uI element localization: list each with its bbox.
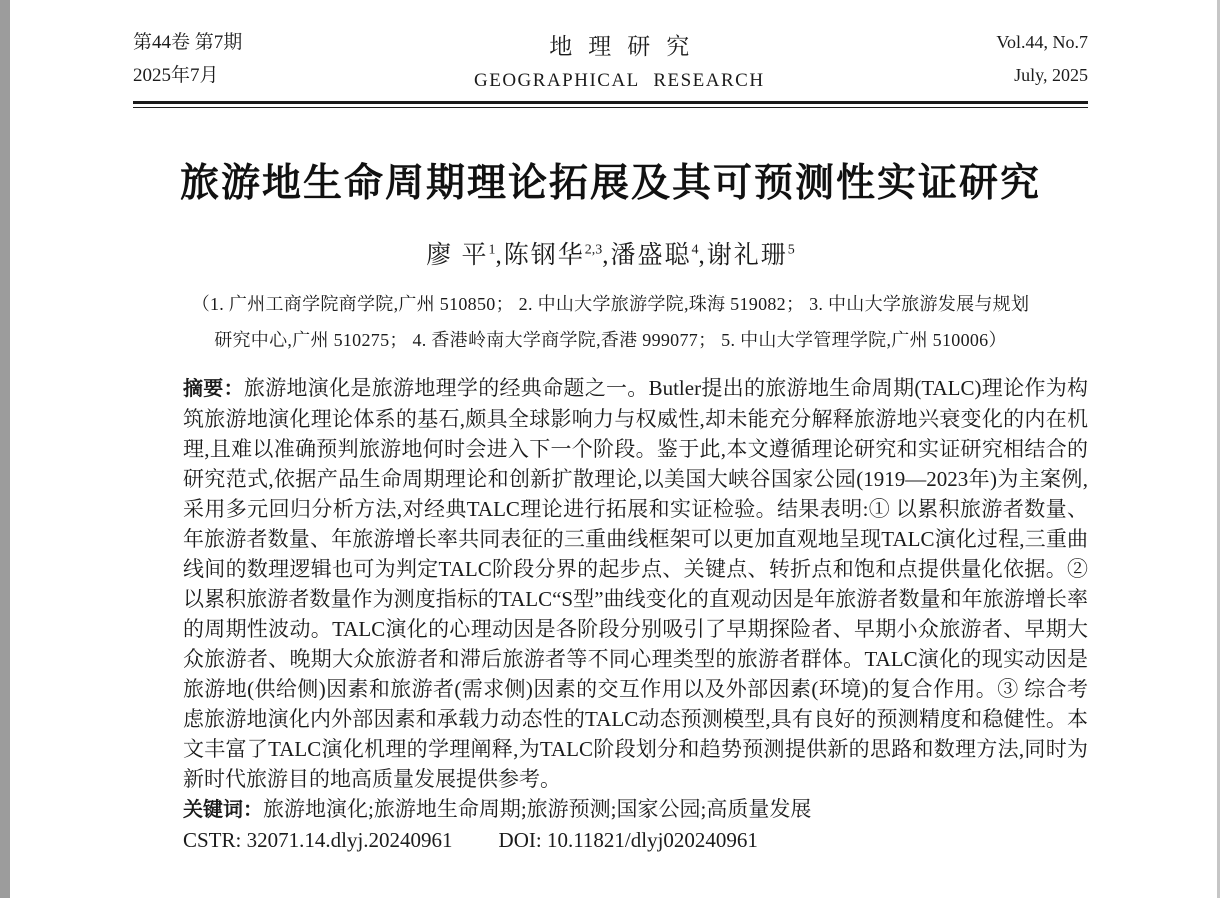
issue-number-cn: 第44卷 第7期	[133, 32, 243, 53]
identifier-line	[183, 825, 1088, 855]
author-separator: ,	[602, 242, 611, 269]
author-name: 潘盛聪	[610, 242, 692, 269]
affiliation-line: （1. 广州工商学院商学院,广州 510850； 2. 中山大学旅游学院,珠海 519082； 3. 中山大学旅游发展与规划	[191, 294, 1030, 314]
author-superscript: 4	[691, 242, 699, 258]
abstract-label: 摘要：	[183, 378, 244, 400]
affiliation-line: 研究中心,广州 510275； 4. 香港岭南大学商学院,香港 999077； 5. 中山大学管理学院,广州 510006）	[214, 330, 1007, 350]
journal-header-left	[133, 26, 242, 92]
header-divider-rule	[133, 101, 1088, 108]
abstract-text: 旅游地演化是旅游地理学的经典命题之一。Butler提出的旅游地生命周期(TALC)理论作为构筑旅游地演化理论体系的基石,颇具全球影响力与权威性,却未能充分解释旅游地兴衰变化的内在机理,且难以准确预判旅游地何时会进入下一个阶段。鉴于此,本文遵循理论研究和实证研究相结合的研究范式,依据产品生命周期理论和创新扩散理论,以美国大峡谷国家公园(1919—2023年)为主案例,采用多元回归分析方法,对经典TALC理论进行拓展和实证检验。结果表明:① 以累积旅游者数量、年旅游者数量、年旅游增长率共同表征的三重曲线框架可以更加直观地呈现TALC演化过程,三重曲线间的数理逻辑也可为判定TALC阶段分界的起步点、关键点、转折点和饱和点提供量化依据。② 以累积旅游者数量作为测度指标的TALC“S型”曲线变化的直观动因是年旅游者数量和年旅游增长率的周期性波动。TALC演化的心理动因是各阶段分别吸引了早期探险者、早期小众旅游者、早期大众旅游者、晚期大众旅游者和滞后旅游者等不同心理类型的旅游者群体。TALC演化的现实动因是旅游地(供给侧)因素和旅游者(需求侧)因素的交互作用以及外部因素(环境)的复合作用。③ 综合考虑旅游地演化内外部因素和承载力动态性的TALC动态预测模型,具有良好的预测精度和稳健性。本文丰富了TALC演化机理的学理阐释,为TALC阶段划分和趋势预测提供新的思路和数理方法,同时为新时代旅游目的地高质量发展提供参考。	[183, 376, 1089, 791]
abstract-block	[183, 373, 1088, 855]
doi-identifier: DOI: 10.11821/dlyj020240961	[498, 828, 758, 852]
cstr-identifier: CSTR: 32071.14.dlyj.20240961	[183, 828, 453, 852]
journal-title-cn: 地理研究	[549, 34, 706, 59]
keywords-line	[183, 794, 1088, 825]
paper-title: 旅游地生命周期理论拓展及其可预测性实证研究	[179, 162, 1041, 205]
issue-date-cn: 2025年7月	[133, 65, 219, 86]
abstract-paragraph	[183, 373, 1088, 794]
journal-title-en: GEOGRAPHICAL RESEARCH	[474, 70, 765, 91]
journal-header	[133, 0, 1088, 92]
author-superscript: 1	[488, 242, 496, 258]
page-edge-left	[0, 0, 10, 898]
author-name: 陈钢华	[503, 242, 585, 269]
author-list	[133, 240, 1088, 272]
issue-number-en: Vol.44, No.7	[996, 32, 1088, 52]
author-superscript: 5	[787, 242, 795, 258]
author-superscript: 2,3	[584, 242, 603, 258]
keywords-text: 旅游地演化;旅游地生命周期;旅游预测;国家公园;高质量发展	[263, 797, 812, 821]
affiliations	[133, 286, 1088, 358]
paper-page	[133, 0, 1088, 898]
issue-date-en: July, 2025	[1014, 65, 1088, 85]
keywords-label: 关键词：	[183, 799, 263, 821]
journal-header-center	[242, 26, 996, 92]
author-name: 廖 平	[426, 242, 489, 269]
author-name: 谢礼珊	[706, 242, 788, 269]
author-separator: ,	[698, 242, 707, 269]
journal-header-right	[996, 26, 1088, 92]
author-separator: ,	[495, 242, 504, 269]
